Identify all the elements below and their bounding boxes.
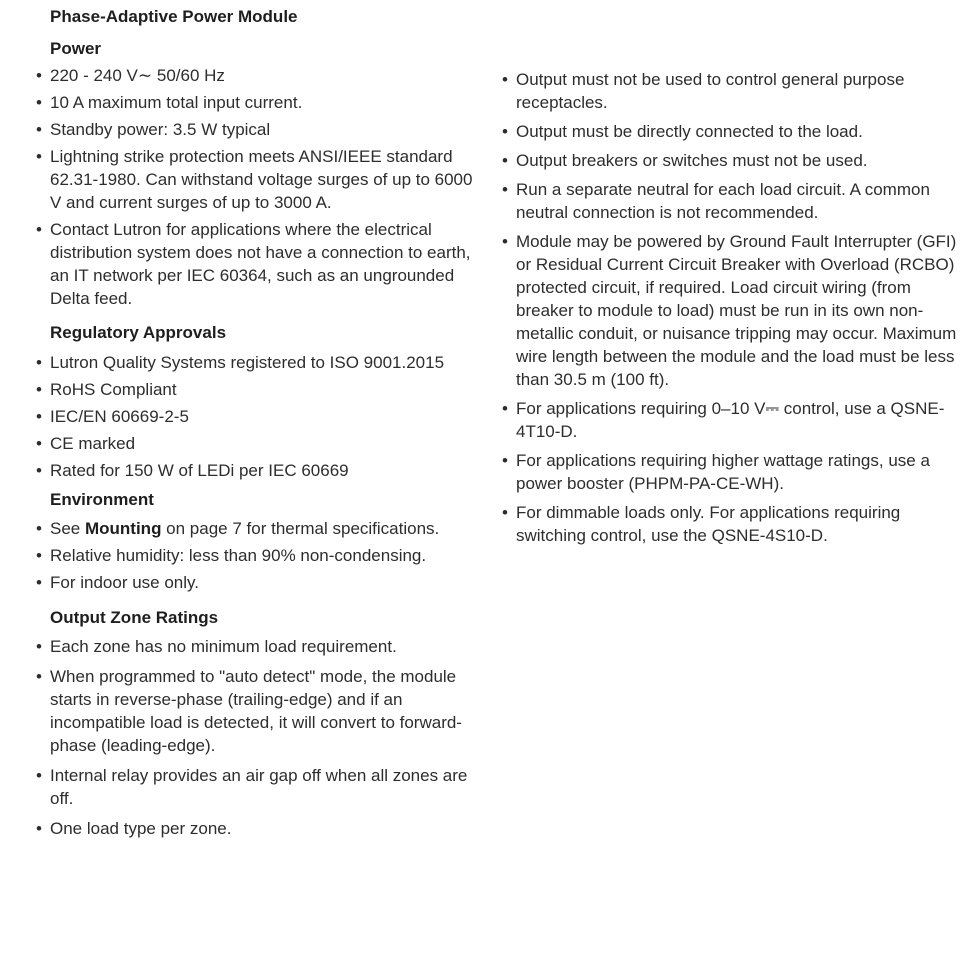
- regulatory-item-iec: • IEC/EN 60669-2-5: [36, 405, 486, 428]
- power-item-voltage: • 220 - 240 V∼ 50/60 Hz: [36, 64, 486, 87]
- power-section: [36, 38, 486, 310]
- environment-item-indoor: • For indoor use only.: [36, 571, 486, 594]
- output-item-minimum-load: • Each zone has no minimum load requirement.: [36, 635, 486, 658]
- environment-heading: Environment: [50, 490, 154, 509]
- regulatory-list: [36, 351, 486, 482]
- left-column: [36, 6, 486, 847]
- power-item-contact: • Contact Lutron for applications where the electrical distribution system does not have a connection to earth, an IT network per IEC 60364, such as an ungrounded Delta feed.: [36, 218, 486, 310]
- power-item-current: • 10 A maximum total input current.: [36, 91, 486, 114]
- mounting-reference[interactable]: Mounting: [84, 519, 162, 538]
- environment-item-humidity: • Relative humidity: less than 90% non-condensing.: [36, 544, 486, 567]
- regulatory-item-iso: • Lutron Quality Systems registered to ISO 9001.2015: [36, 351, 486, 374]
- regulatory-heading: Regulatory Approvals: [50, 323, 227, 342]
- note-neutral: • Run a separate neutral for each load circuit. A common neutral connection is not recommended.: [502, 178, 957, 224]
- power-item-standby: • Standby power: 3.5 W typical: [36, 118, 486, 141]
- regulatory-section: [36, 322, 486, 482]
- output-item-load-type: • One load type per zone.: [36, 817, 486, 840]
- output-item-air-gap: • Internal relay provides an air gap off when all zones are off.: [36, 764, 486, 810]
- environment-list: [36, 517, 486, 594]
- environment-item-mounting: [36, 517, 486, 540]
- note-0-10v: • For applications requiring 0–10 V⎓ control, use a QSNE-4T10-D.: [502, 397, 957, 443]
- document-title: Phase-Adaptive Power Module: [50, 7, 298, 26]
- environment-section: [36, 489, 486, 594]
- note-receptacles: • Output must not be used to control general purpose receptacles.: [502, 68, 957, 114]
- regulatory-item-ledi: • Rated for 150 W of LEDi per IEC 60669: [36, 459, 486, 482]
- right-column: [502, 68, 957, 553]
- output-section: [36, 607, 486, 840]
- power-heading: Power: [50, 39, 102, 58]
- note-direct-connection: • Output must be directly connected to the load.: [502, 120, 957, 143]
- regulatory-item-ce: • CE marked: [36, 432, 486, 455]
- mounting-prefix: See: [50, 519, 85, 538]
- output-item-auto-detect: • When programmed to "auto detect" mode, the module starts in reverse-phase (trailing-edge) and if an incompatible load is detected, it will convert to forward-phase (leading-edge).: [36, 665, 486, 757]
- regulatory-item-rohs: • RoHS Compliant: [36, 378, 486, 401]
- note-dimmable: • For dimmable loads only. For applications requiring switching control, use the QSNE-4S10-D.: [502, 501, 957, 547]
- output-heading: Output Zone Ratings: [50, 608, 219, 627]
- note-power-booster: • For applications requiring higher wattage ratings, use a power booster (PHPM-PA-CE-WH).: [502, 449, 957, 495]
- note-gfi-rcbo: • Module may be powered by Ground Fault Interrupter (GFI) or Residual Current Circuit Breaker with Overload (RCBO) protected circuit, if required. Load circuit wiring (from breaker to module to load) must be run in its own non-metallic conduit, or nuisance tripping may occur. Maximum wire length between the module and the load must be less than 30.5 m (100 ft).: [502, 230, 957, 391]
- power-list: [36, 64, 486, 310]
- power-item-lightning: • Lightning strike protection meets ANSI/IEEE standard 62.31-1980. Can withstand voltage surges of up to 6000 V and current surges of up to 3000 A.: [36, 145, 486, 214]
- mounting-suffix: on page 7 for thermal specifications.: [161, 519, 440, 538]
- output-list: [36, 635, 486, 840]
- output-notes-list: [502, 68, 957, 547]
- note-breakers: • Output breakers or switches must not be used.: [502, 149, 957, 172]
